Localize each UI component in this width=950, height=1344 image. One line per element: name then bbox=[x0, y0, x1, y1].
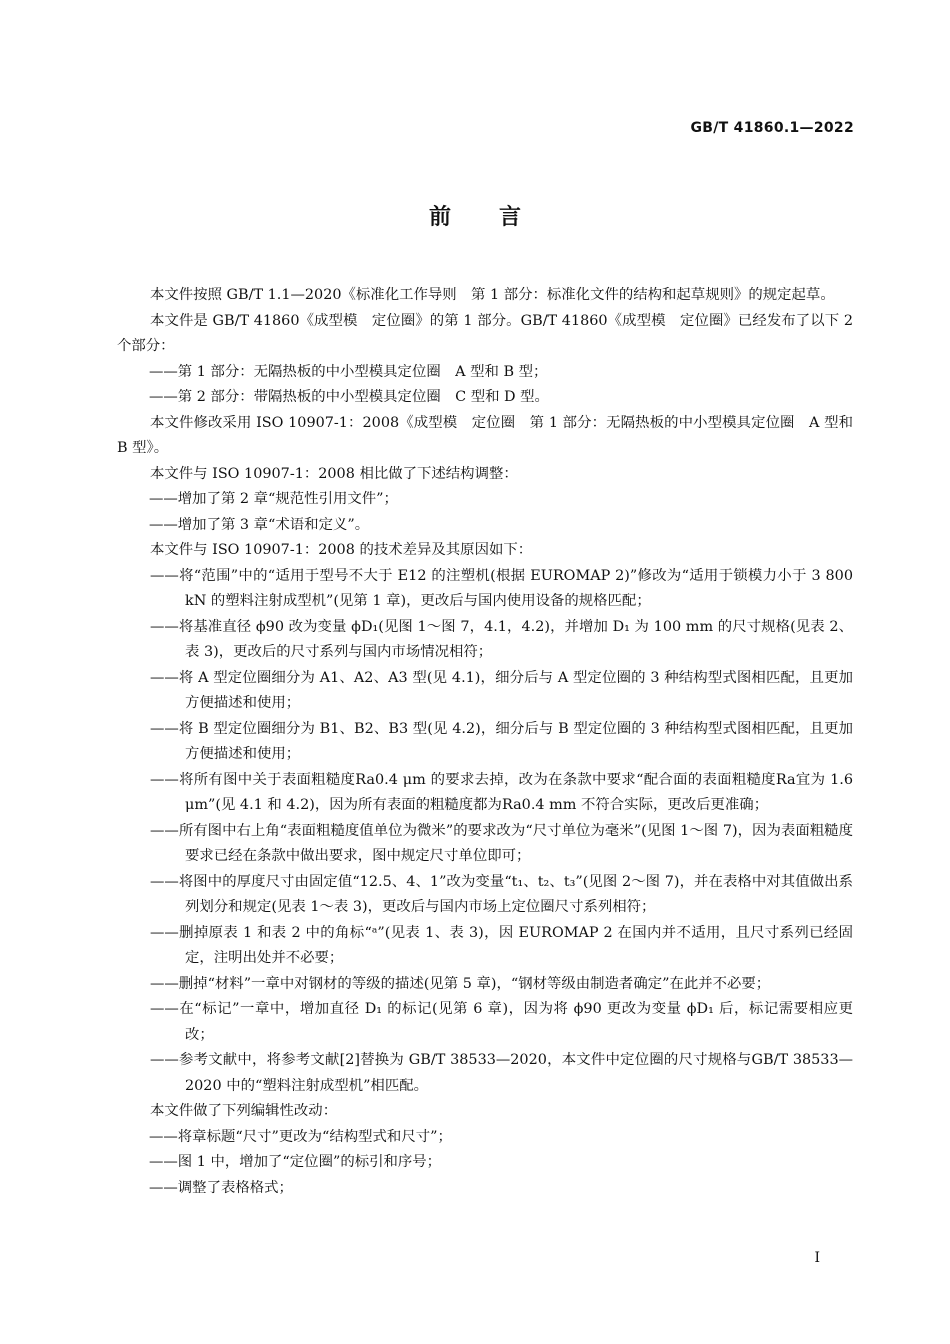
paragraph: 本文件按照 GB/T 1.1—2020《标准化工作导则 第 1 部分：标准化文件的结构和起草规则》的规定起草。 bbox=[150, 287, 835, 303]
paragraph: 本文件修改采用 ISO 10907-1：2008《成型模 定位圈 第 1 部分：无隔热板的中小型模具定位圈 A 型和 B 型》。 bbox=[117, 414, 853, 456]
list-item: ——所有图中右上角“表面粗糙度值单位为微米”的要求改为“尺寸单位为毫米”(见图 1～图 7)，因为表面粗糙度要求已经在条款中做出要求，图中规定尺寸单位即可； bbox=[150, 822, 853, 864]
list-item: ——第 2 部分：带隔热板的中小型模具定位圈 C 型和 D 型。 bbox=[149, 389, 549, 405]
list-item: ——删掉原表 1 和表 2 中的角标“ᵃ”(见表 1、表 3)，因 EUROMAP 2 在国内并不适用，且尺寸系列已经固定，注明出处并不必要； bbox=[150, 924, 853, 966]
standard-code: GB/T 41860.1—2022 bbox=[690, 120, 854, 136]
list-item: ——将章标题“尺寸”更改为“结构型式和尺寸”； bbox=[149, 1128, 452, 1145]
list-item: ——将 B 型定位圈细分为 B1、B2、B3 型(见 4.2)，细分后与 B 型定位圈的 3 种结构型式图相匹配，且更加方便描述和使用； bbox=[150, 720, 853, 762]
list-item: ——将“范围”中的“适用于型号不大于 E12 的注塑机(根据 EUROMAP 2)”修改为“适用于锁模力小于 3 800 kN 的塑料注射成型机”(见第 1 章)，更改后与国内使用设备的规格匹配； bbox=[150, 567, 853, 609]
list-item: ——第 1 部分：无隔热板的中小型模具定位圈 A 型和 B 型； bbox=[149, 363, 548, 380]
list-item: ——将 A 型定位圈细分为 A1、A2、A3 型(见 4.1)，细分后与 A 型定位圈的 3 种结构型式图相匹配，且更加方便描述和使用； bbox=[150, 669, 853, 711]
page-title: 前言 bbox=[428, 205, 569, 230]
list-item: ——调整了表格格式； bbox=[149, 1179, 293, 1196]
list-item: ——增加了第 2 章“规范性引用文件”； bbox=[149, 491, 398, 507]
list-item: ——参考文献中，将参考文献[2]替换为 GB/T 38533—2020，本文件中定位圈的尺寸规格与GB/T 38533—2020 中的“塑料注射成型机”相匹配。 bbox=[150, 1052, 853, 1094]
paragraph: 本文件与 ISO 10907-1：2008 相比做了下述结构调整： bbox=[150, 465, 518, 482]
paragraph: 本文件是 GB/T 41860《成型模 定位圈》的第 1 部分。GB/T 41860《成型模 定位圈》已经发布了以下 2 个部分： bbox=[117, 312, 853, 354]
list-item: ——将图中的厚度尺寸由固定值“12.5、4、1”改为变量“t₁、t₂、t₃”(见图 2～图 7)，并在表格中对其值做出系列划分和规定(见表 1～表 3)，更改后与国内市场上定位圈尺寸系列相符； bbox=[150, 873, 853, 915]
paragraph: 本文件做了下列编辑性改动： bbox=[150, 1103, 338, 1119]
list-item: ——将基准直径 ϕ90 改为变量 ϕD₁(见图 1～图 7，4.1，4.2)，并增加 D₁ 为 100 mm 的尺寸规格(见表 2、表 3)，更改后的尺寸系列与国内市场情况相符； bbox=[150, 618, 853, 660]
list-item: ——在“标记”一章中，增加直径 D₁ 的标记(见第 6 章)，因为将 ϕ90 更改为变量 ϕD₁ 后，标记需要相应更改； bbox=[150, 1001, 853, 1043]
page-number: I bbox=[814, 1250, 820, 1266]
list-item: ——图 1 中，增加了“定位圈”的标引和序号； bbox=[149, 1154, 442, 1170]
list-item: ——将所有图中关于表面粗糙度Ra0.4 μm 的要求去掉，改为在条款中要求“配合面的表面粗糙度Ra宜为 1.6 μm”(见 4.1 和 4.2)，因为所有表面的粗糙度都为Ra0.4 mm 不符合实际，更改后更准确； bbox=[150, 771, 853, 813]
list-item: ——删掉“材料”一章中对钢材的等级的描述(见第 5 章)，“钢材等级由制造者确定”在此并不必要； bbox=[150, 975, 771, 992]
list-item: ——增加了第 3 章“术语和定义”。 bbox=[149, 516, 370, 533]
paragraph: 本文件与 ISO 10907-1：2008 的技术差异及其原因如下： bbox=[150, 542, 533, 558]
document-body bbox=[117, 283, 853, 1201]
